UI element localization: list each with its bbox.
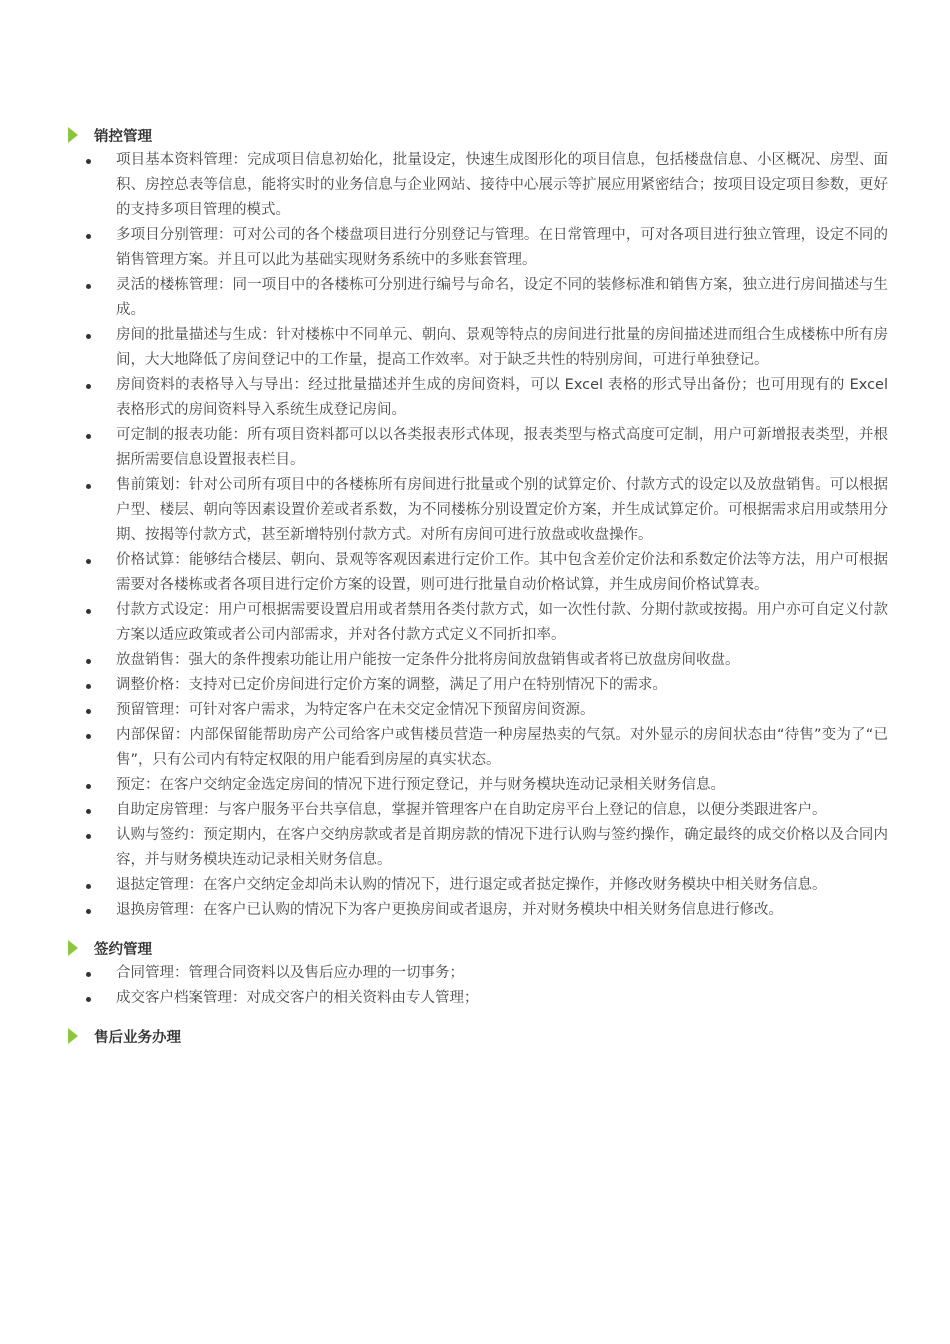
section-contract-management (68, 935, 888, 1011)
bullet-list (68, 148, 888, 923)
section-heading (68, 122, 888, 148)
triangle-bullet-icon (68, 940, 78, 956)
section-heading (68, 935, 888, 961)
document-body (68, 122, 888, 1049)
list-item (68, 273, 888, 323)
bullet-dot-icon (86, 434, 91, 439)
list-item-text: 预留管理：可针对客户需求，为特定客户在未交定金情况下预留房间资源。 (116, 702, 595, 718)
list-item-text: 价格试算：能够结合楼层、朝向、景观等客观因素进行定价工作。其中包含差价定价法和系数定价法等方法，用户可根据需要对各楼栋或者各项目进行定价方案的设置，则可进行批量自动价格试算，并生成房间价格试算表。 (116, 552, 888, 593)
bullet-dot-icon (86, 484, 91, 489)
list-item (68, 798, 888, 823)
bullet-dot-icon (86, 559, 91, 564)
bullet-list (68, 961, 888, 1011)
list-item-text: 退换房管理：在客户已认购的情况下为客户更换房间或者退房，并对财务模块中相关财务信息进行修改。 (116, 902, 783, 918)
bullet-dot-icon (86, 384, 91, 389)
triangle-bullet-icon (68, 1028, 78, 1044)
list-item (68, 648, 888, 673)
list-item-text: 房间的批量描述与生成：针对楼栋中不同单元、朝向、景观等特点的房间进行批量的房间描述进而组合生成楼栋中所有房间，大大地降低了房间登记中的工作量，提高工作效率。对于缺乏共性的特别房间，可进行单独登记。 (116, 327, 888, 368)
section-title: 销控管理 (94, 128, 152, 145)
list-item-text: 项目基本资料管理：完成项目信息初始化，批量设定，快速生成图形化的项目信息，包括楼盘信息、小区概况、房型、面积、房控总表等信息，能将实时的业务信息与企业网站、接待中心展示等扩展应用紧密结合；按项目设定项目参数，更好的支持多项目管理的模式。 (116, 152, 888, 218)
bullet-dot-icon (86, 609, 91, 614)
list-item (68, 698, 888, 723)
list-item (68, 673, 888, 698)
list-item-text: 成交客户档案管理：对成交客户的相关资料由专人管理； (116, 990, 479, 1006)
list-item (68, 373, 888, 423)
list-item (68, 723, 888, 773)
list-item (68, 548, 888, 598)
bullet-dot-icon (86, 997, 91, 1002)
list-item-text: 自助定房管理：与客户服务平台共享信息，掌握并管理客户在自助定房平台上登记的信息，以便分类跟进客户。 (116, 802, 827, 818)
bullet-dot-icon (86, 834, 91, 839)
list-item (68, 423, 888, 473)
section-title: 签约管理 (94, 941, 152, 958)
list-item-text: 调整价格：支持对已定价房间进行定价方案的调整，满足了用户在特别情况下的需求。 (116, 677, 667, 693)
bullet-dot-icon (86, 159, 91, 164)
list-item-text: 内部保留：内部保留能帮助房产公司给客户或售楼员营造一种房屋热卖的气氛。对外显示的房间状态由“待售”变为了“已售”，只有公司内有特定权限的用户能看到房屋的真实状态。 (116, 727, 888, 768)
list-item (68, 773, 888, 798)
bullet-dot-icon (86, 709, 91, 714)
section-title: 售后业务办理 (94, 1029, 181, 1046)
list-item-text: 可定制的报表功能：所有项目资料都可以以各类报表形式体现，报表类型与格式高度可定制，用户可新增报表类型，并根据所需要信息设置报表栏目。 (116, 427, 888, 468)
bullet-dot-icon (86, 884, 91, 889)
list-item-text: 付款方式设定：用户可根据需要设置启用或者禁用各类付款方式，如一次性付款、分期付款或按揭。用户亦可自定义付款方案以适应政策或者公司内部需求，并对各付款方式定义不同折扣率。 (116, 602, 888, 643)
list-item-text: 灵活的楼栋管理：同一项目中的各楼栋可分别进行编号与命名，设定不同的装修标准和销售方案，独立进行房间描述与生成。 (116, 277, 888, 318)
list-item-text: 售前策划：针对公司所有项目中的各楼栋所有房间进行批量或个别的试算定价、付款方式的设定以及放盘销售。可以根据户型、楼层、朝向等因素设置价差或者系数，为不同楼栋分别设置定价方案，并生成试算定价。可根据需求启用或禁用分期、按揭等付款方式，甚至新增特别付款方式。对所有房间可进行放盘或收盘操作。 (116, 477, 888, 543)
list-item (68, 323, 888, 373)
list-item-text: 预定：在客户交纳定金选定房间的情况下进行预定登记，并与财务模块连动记录相关财务信息。 (116, 777, 725, 793)
bullet-dot-icon (86, 234, 91, 239)
list-item-text: 退挞定管理：在客户交纳定金却尚未认购的情况下，进行退定或者挞定操作，并修改财务模块中相关财务信息。 (116, 877, 827, 893)
bullet-dot-icon (86, 284, 91, 289)
list-item (68, 223, 888, 273)
bullet-dot-icon (86, 909, 91, 914)
list-item-text: 放盘销售：强大的条件搜索功能让用户能按一定条件分批将房间放盘销售或者将已放盘房间收盘。 (116, 652, 740, 668)
list-item-text: 认购与签约：预定期内，在客户交纳房款或者是首期房款的情况下进行认购与签约操作，确定最终的成交价格以及合同内容，并与财务模块连动记录相关财务信息。 (116, 827, 888, 868)
section-heading (68, 1023, 888, 1049)
bullet-dot-icon (86, 734, 91, 739)
bullet-dot-icon (86, 659, 91, 664)
section-after-sales (68, 1023, 888, 1049)
list-item-text: 多项目分别管理：可对公司的各个楼盘项目进行分别登记与管理。在日常管理中，可对各项目进行独立管理，设定不同的销售管理方案。并且可以此为基础实现财务系统中的多账套管理。 (116, 227, 888, 268)
bullet-dot-icon (86, 784, 91, 789)
list-item (68, 823, 888, 873)
list-item (68, 148, 888, 223)
list-item (68, 961, 888, 986)
list-item (68, 986, 888, 1011)
bullet-dot-icon (86, 334, 91, 339)
list-item (68, 598, 888, 648)
list-item (68, 473, 888, 548)
bullet-dot-icon (86, 972, 91, 977)
section-sales-control (68, 122, 888, 923)
bullet-dot-icon (86, 684, 91, 689)
triangle-bullet-icon (68, 127, 78, 143)
bullet-dot-icon (86, 809, 91, 814)
list-item (68, 898, 888, 923)
list-item-text: 合同管理：管理合同资料以及售后应办理的一切事务； (116, 965, 464, 981)
list-item (68, 873, 888, 898)
list-item-text: 房间资料的表格导入与导出：经过批量描述并生成的房间资料，可以 Excel 表格的形式导出备份；也可用现有的 Excel 表格形式的房间资料导入系统生成登记房间。 (116, 377, 888, 418)
